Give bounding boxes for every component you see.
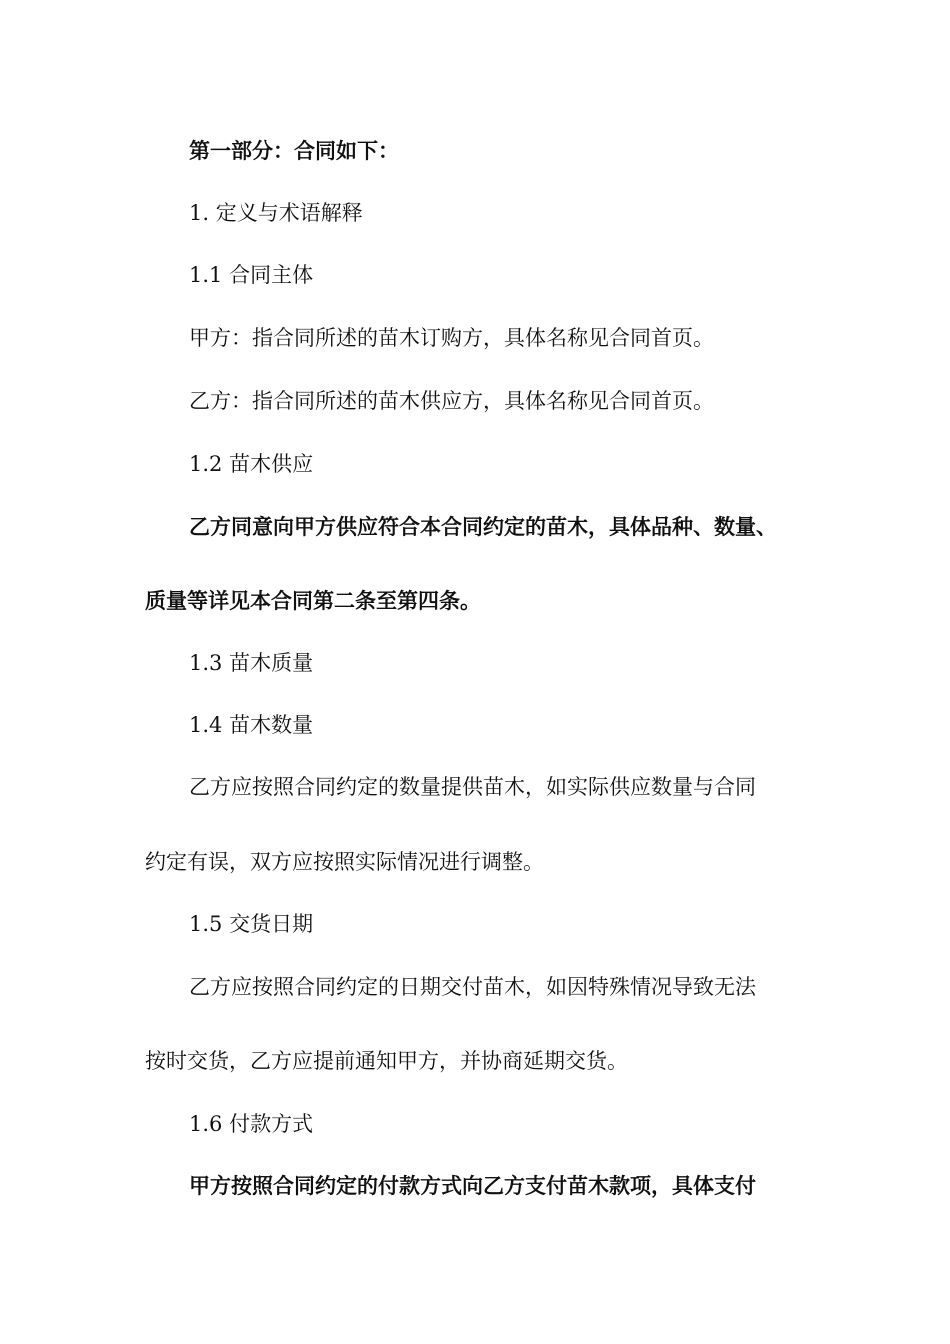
subsection-heading: 1.1 合同主体 (189, 263, 314, 287)
subsection-heading: 1.5 交货日期 (189, 912, 314, 936)
subsection-heading: 1.6 付款方式 (189, 1112, 314, 1136)
paragraph-line: 乙方应按照合同约定的数量提供苗木，如实际供应数量与合同 (189, 775, 756, 799)
paragraph-line: 约定有误，双方应按照实际情况进行调整。 (145, 850, 544, 874)
paragraph-line: 乙方应按照合同约定的日期交付苗木，如因特殊情况导致无法 (189, 975, 756, 999)
subsection-heading: 1.3 苗木质量 (189, 651, 314, 675)
part-heading: 第一部分：合同如下： (189, 139, 399, 163)
paragraph-line: 质量等详见本合同第二条至第四条。 (145, 589, 481, 613)
subsection-heading: 1.2 苗木供应 (189, 452, 314, 476)
paragraph-line: 乙方：指合同所述的苗木供应方，具体名称见合同首页。 (189, 389, 714, 413)
paragraph-line: 按时交货，乙方应提前通知甲方，并协商延期交货。 (145, 1049, 628, 1073)
paragraph-line: 甲方：指合同所述的苗木订购方，具体名称见合同首页。 (189, 326, 714, 350)
paragraph-line: 乙方同意向甲方供应符合本合同约定的苗木，具体品种、数量、 (189, 515, 777, 539)
subsection-heading: 1.4 苗木数量 (189, 713, 314, 737)
paragraph-line: 甲方按照合同约定的付款方式向乙方支付苗木款项，具体支付 (189, 1174, 756, 1198)
section-heading: 1. 定义与术语解释 (189, 201, 363, 225)
